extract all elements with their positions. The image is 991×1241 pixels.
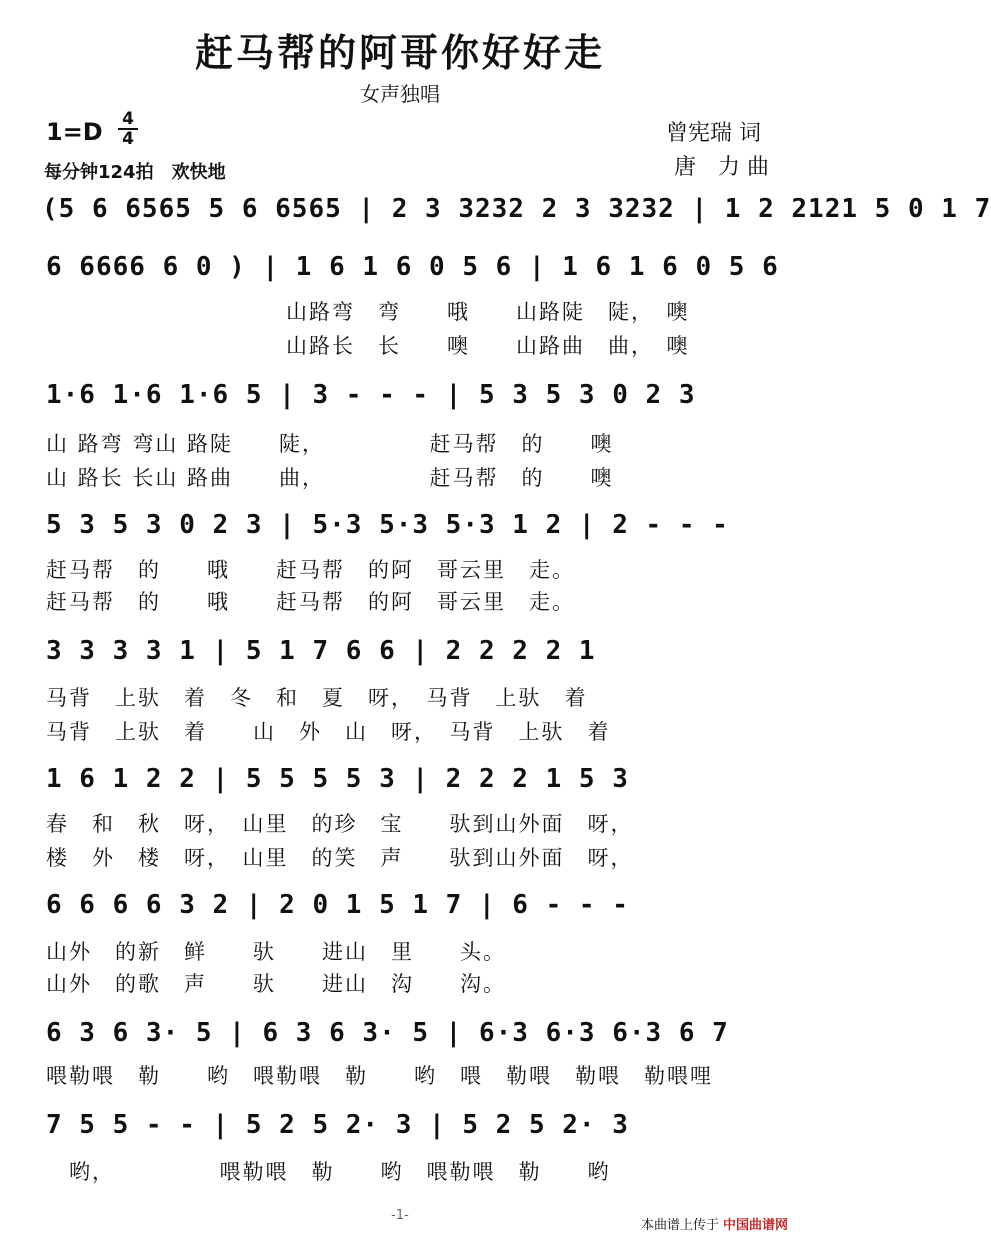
score-row-3-notes: 1·6 1·6 1·6 5 | 3 - - - | 5 3 5 3 0 2 3 (46, 380, 696, 410)
score-row-5-lyric-1: 马背 上驮 着 冬 和 夏 呀， 马背 上驮 着 (46, 686, 588, 710)
upload-credit (641, 1214, 788, 1233)
score-row-3-lyric-2: 山 路长 长山 路曲 曲， 赶马帮 的 噢 (46, 466, 614, 490)
score-row-3-lyric-1: 山 路弯 弯山 路陡 陡， 赶马帮 的 噢 (46, 432, 614, 456)
score-row-2-lyric-2: 山路长 长 噢 山路曲 曲， 噢 (286, 334, 690, 358)
composer-credit: 唐 力 曲 (674, 155, 769, 180)
tempo-marking: 每分钟124拍 欢快地 (44, 162, 226, 183)
score-row-9-notes: 7 5 5 - - | 5 2 5 2· 3 | 5 2 5 2· 3 (46, 1110, 629, 1140)
score-row-4-lyric-2: 赶马帮 的 哦 赶马帮 的阿 哥云里 走。 (46, 590, 575, 614)
score-row-8-lyric-1: 喂勒喂 勒 哟 喂勒喂 勒 哟 喂 勒喂 勒喂 勒喂哩 (46, 1064, 713, 1088)
time-signature-top: 4 (122, 109, 134, 129)
score-row-1-notes: (5 6 6565 5 6 6565 | 2 3 3232 2 3 3232 | 1 2 2121 5 0 1 7 (42, 194, 991, 224)
score-row-8-notes: 6 3 6 3· 5 | 6 3 6 3· 5 | 6·3 6·3 6·3 6 7 (46, 1018, 729, 1048)
score-row-6-lyric-1: 春 和 秋 呀， 山里 的珍 宝 驮到山外面 呀， (46, 812, 634, 836)
page-number: -1- (391, 1208, 409, 1223)
score-row-5-notes: 3 3 3 3 1 | 5 1 7 6 6 | 2 2 2 2 1 (46, 636, 596, 666)
score-row-2-notes: 6 6666 6 0 ) | 1 6 1 6 0 5 6 | 1 6 1 6 0 5 6 (46, 252, 779, 282)
score-row-7-lyric-2: 山外 的歌 声 驮 进山 沟 沟。 (46, 972, 506, 996)
site-logo: 中国曲谱网 (722, 1218, 788, 1233)
score-row-2-lyric-1: 山路弯 弯 哦 山路陡 陡， 噢 (286, 300, 690, 324)
key-signature: 1=D (46, 118, 103, 146)
score-row-7-lyric-1: 山外 的新 鲜 驮 进山 里 头。 (46, 940, 506, 964)
score-row-7-notes: 6 6 6 6 3 2 | 2 0 1 5 1 7 | 6 - - - (46, 890, 629, 920)
score-row-9-lyric-1: 哟， 喂勒喂 勒 哟 喂勒喂 勒 哟 (46, 1160, 611, 1184)
time-signature-bottom: 4 (122, 129, 134, 149)
time-signature (118, 110, 138, 148)
score-row-6-lyric-2: 楼 外 楼 呀， 山里 的笑 声 驮到山外面 呀， (46, 846, 634, 870)
lyricist-credit: 曾宪瑞 词 (666, 121, 761, 146)
score-row-6-notes: 1 6 1 2 2 | 5 5 5 5 3 | 2 2 2 1 5 3 (46, 764, 629, 794)
score-row-4-lyric-1: 赶马帮 的 哦 赶马帮 的阿 哥云里 走。 (46, 558, 575, 582)
upload-credit-text: 本曲谱上传于 (640, 1218, 719, 1233)
song-title: 赶马帮的阿哥你好好走 (194, 30, 605, 75)
score-row-5-lyric-2: 马背 上驮 着 山 外 山 呀， 马背 上驮 着 (46, 720, 611, 744)
score-row-4-notes: 5 3 5 3 0 2 3 | 5·3 5·3 5·3 1 2 | 2 - - - (46, 510, 729, 540)
performance-type: 女声独唱 (360, 82, 440, 106)
